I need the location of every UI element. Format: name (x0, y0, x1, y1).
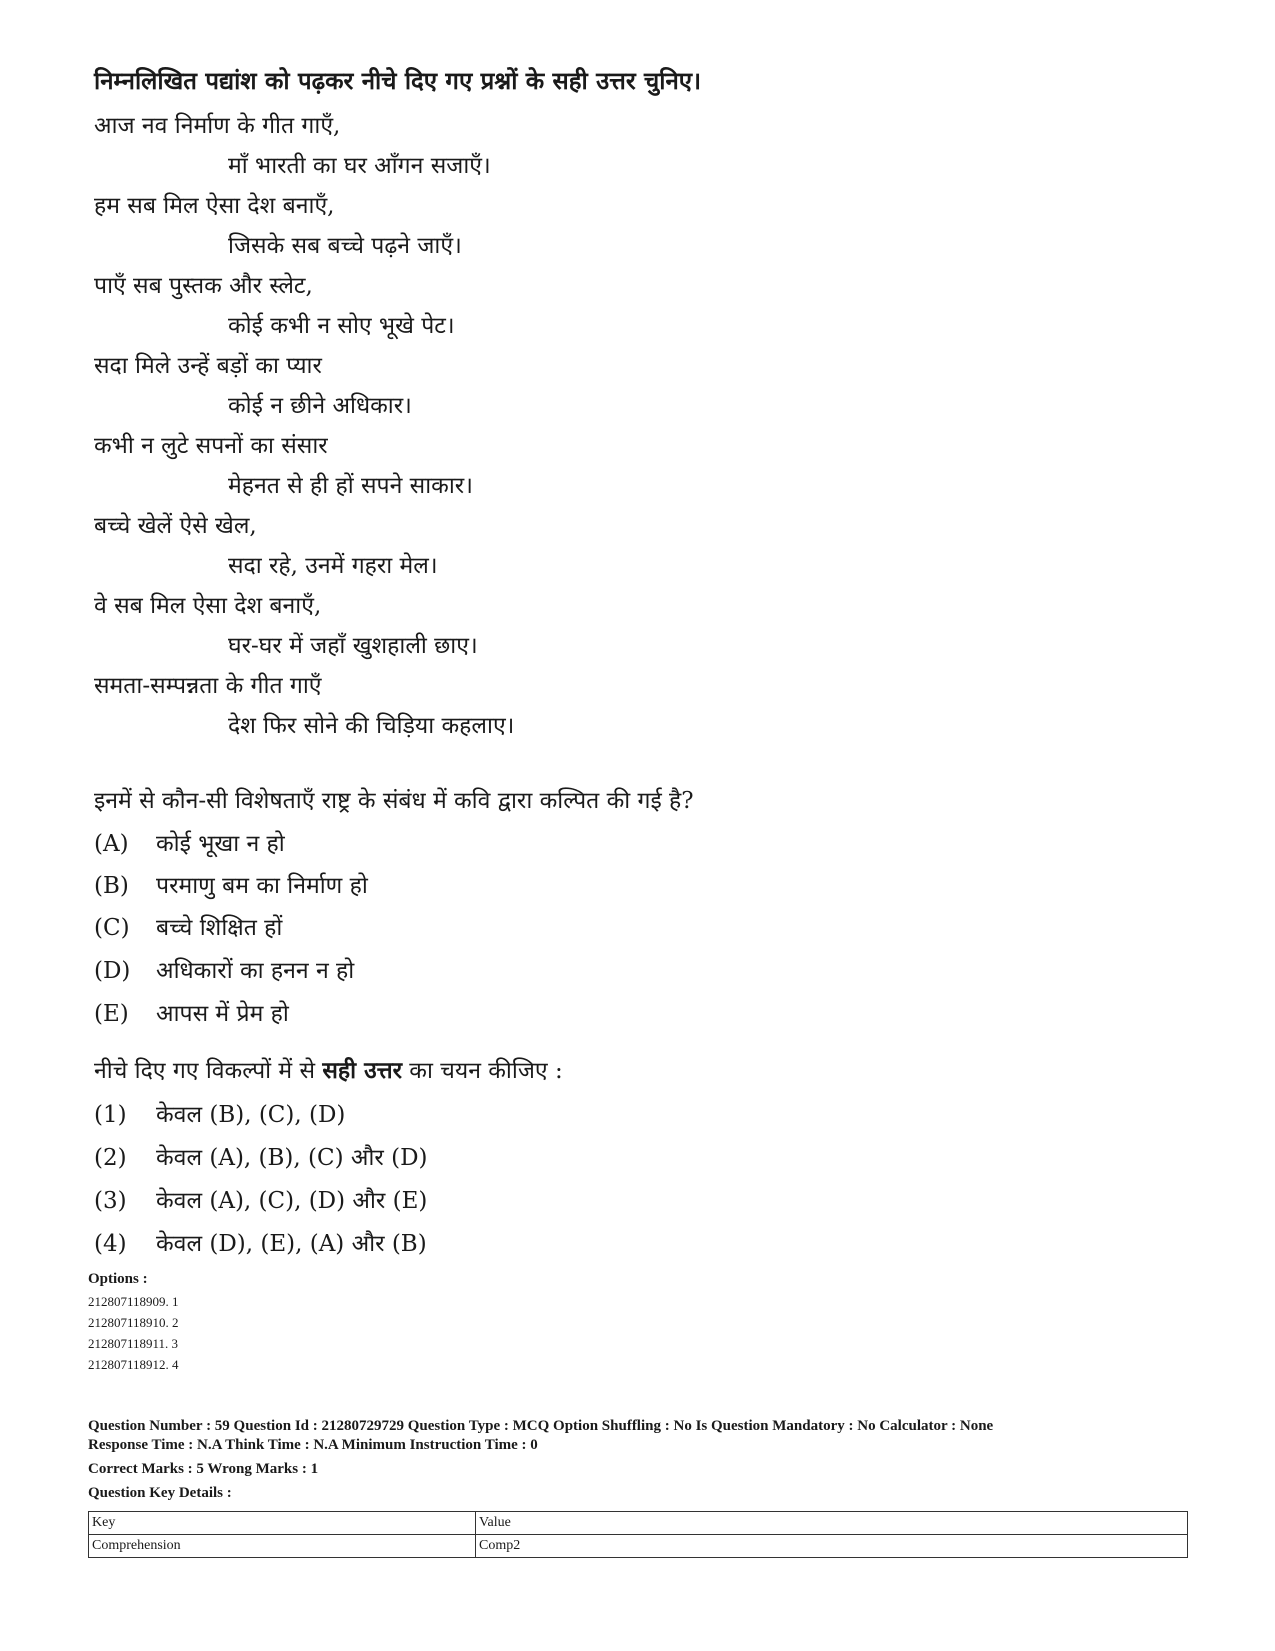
choice-text: केवल (D), (E), (A) और (B) (156, 1231, 427, 1257)
statement-label: (B) (94, 873, 129, 899)
answer-choice (94, 1140, 428, 1172)
poem-line: वे सब मिल ऐसा देश बनाएँ, (94, 593, 322, 619)
question-meta: Question Number : 59 Question Id : 21280729729 Question Type : MCQ Option Shuffling : No Is Question Mandatory : No Calculator : None (88, 1418, 994, 1434)
statement-text: बच्चे शिक्षित हों (156, 915, 283, 941)
key-details-table (88, 1511, 1188, 1558)
choice-text: केवल (A), (B), (C) और (D) (156, 1145, 428, 1171)
statement-label: (C) (94, 915, 130, 941)
answer-choice (94, 1097, 345, 1129)
poem-line: समता-सम्पन्नता के गीत गाएँ (94, 673, 322, 699)
choice-label: (1) (94, 1102, 127, 1128)
poem-line: मेहनत से ही हों सपने साकार। (228, 473, 473, 499)
poem-line: पाएँ सब पुस्तक और स्लेट, (94, 273, 313, 299)
poem-line: कोई न छीने अधिकार। (228, 393, 412, 419)
emphasis-text: सही उत्तर (322, 1057, 402, 1084)
statement-text: अधिकारों का हनन न हो (156, 958, 355, 984)
table-cell: Comprehension (89, 1535, 476, 1558)
statement-item (94, 910, 282, 942)
key-details-heading: Question Key Details : (88, 1485, 232, 1501)
table-row (89, 1535, 1188, 1558)
option-id: 212807118910. 2 (88, 1315, 179, 1330)
choice-text: केवल (A), (C), (D) और (E) (156, 1188, 428, 1214)
marks-info: Correct Marks : 5 Wrong Marks : 1 (88, 1461, 319, 1477)
poem-line: घर-घर में जहाँ खुशहाली छाए। (228, 633, 478, 659)
statement-item (94, 996, 289, 1028)
poem-line: सदा रहे, उनमें गहरा मेल। (228, 553, 438, 579)
poem-line: कभी न लुटे सपनों का संसार (94, 433, 328, 459)
statement-text: परमाणु बम का निर्माण हो (156, 873, 368, 899)
table-header-row (89, 1512, 1188, 1535)
poem-line: जिसके सब बच्चे पढ़ने जाएँ। (228, 233, 462, 259)
choice-label: (4) (94, 1231, 127, 1257)
option-id: 212807118911. 3 (88, 1336, 179, 1351)
answer-instruction: नीचे दिए गए विकल्पों में से सही उत्तर का चयन कीजिए : (94, 1057, 563, 1084)
passage-heading: निम्नलिखित पद्यांश को पढ़कर नीचे दिए गए प्रश्नों के सही उत्तर चुनिए। (94, 66, 702, 95)
statement-label: (E) (94, 1001, 129, 1027)
statement-text: आपस में प्रेम हो (156, 1001, 289, 1027)
response-time-meta: Response Time : N.A Think Time : N.A Minimum Instruction Time : 0 (88, 1437, 538, 1453)
poem-line: देश फिर सोने की चिड़िया कहलाए। (228, 713, 515, 739)
choice-label: (2) (94, 1145, 127, 1171)
table-header-cell: Value (476, 1512, 1188, 1535)
poem-line: हम सब मिल ऐसा देश बनाएँ, (94, 193, 335, 219)
table-cell: Comp2 (476, 1535, 1188, 1558)
table-header-cell: Key (89, 1512, 476, 1535)
option-id: 212807118912. 4 (88, 1357, 179, 1372)
statement-text: कोई भूखा न हो (156, 831, 285, 857)
poem-line: कोई कभी न सोए भूखे पेट। (228, 313, 455, 339)
statement-item (94, 826, 285, 858)
poem-line: माँ भारती का घर आँगन सजाएँ। (228, 153, 491, 179)
options-heading: Options : (88, 1271, 148, 1287)
option-id: 212807118909. 1 (88, 1294, 179, 1309)
answer-choice (94, 1183, 427, 1215)
poem-line: आज नव निर्माण के गीत गाएँ, (94, 113, 341, 139)
poem-line: बच्चे खेलें ऐसे खेल, (94, 513, 257, 539)
choice-text: केवल (B), (C), (D) (156, 1102, 346, 1128)
answer-choice (94, 1226, 427, 1258)
statement-item (94, 953, 354, 985)
poem-line: सदा मिले उन्हें बड़ों का प्यार (94, 353, 322, 379)
choice-label: (3) (94, 1188, 127, 1214)
statement-item (94, 868, 368, 900)
statement-label: (D) (94, 958, 131, 984)
statement-label: (A) (94, 831, 129, 857)
question-text: इनमें से कौन-सी विशेषताएँ राष्ट्र के संबंध में कवि द्वारा कल्पित की गई है? (94, 788, 694, 814)
